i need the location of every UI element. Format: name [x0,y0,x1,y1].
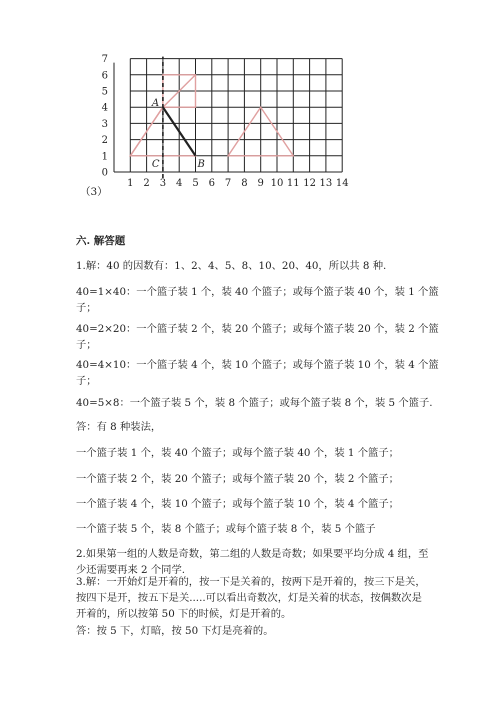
y-tick-labels [102,54,108,178]
y-tick-label: 2 [101,135,108,147]
answer-line: 子； [76,339,97,351]
answer-line: 少还需要再来 2 个同学. [76,564,186,576]
x-tick-label: 5 [192,178,199,189]
answer-line: 按四下是开，按五下是关.....可以看出奇数次，灯是关着的状态，按偶数次是 [76,592,422,604]
answer-line: 子； [76,375,97,387]
y-tick-label: 5 [101,86,108,98]
answer-line: 40=2×20：一个篮子装 2 个，装 20 个篮子；或每个篮子装 20 个，装 2 个篮 [76,323,439,335]
point-b-label: B [197,158,205,170]
y-tick-label: 7 [101,54,108,66]
x-tick-label: 3 [159,178,167,189]
y-tick-label: 4 [101,102,108,114]
answer-line: 2.如果第一组的人数是奇数，第二组的人数是奇数；如果要平均分成 4 组，至 [76,548,429,560]
x-tick-label: 13 [319,178,333,189]
y-tick-label: 3 [101,118,108,130]
answer-line: 一个篮子装 4 个，装 10 个篮子；或每个篮子装 10 个，装 4 个篮子； [76,498,399,510]
answer-line: 一个篮子装 2 个，装 20 个篮子；或每个篮子装 20 个，装 2 个篮子； [76,473,399,485]
y-tick-label: 0 [101,167,108,179]
section-heading: 六. 解答题 [76,235,126,247]
x-tick-label: 10 [270,178,284,189]
x-tick-label: 8 [241,178,248,189]
question-label: （3） [80,186,108,198]
answer-line: 答：按 5 下，灯暗，按 50 下灯是亮着的。 [76,625,274,637]
x-tick-label: 2 [143,178,150,189]
answer-line: 40=1×40：一个篮子装 1 个，装 40 个篮子；或每个篮子装 40 个，装 1 个篮 [76,286,439,298]
point-a-label: A [151,98,160,110]
answer-line: 3.解：一开始灯是开着的，按一下是关着的，按两下是开着的，按三下是关， [76,576,426,588]
answer-line: 子； [76,302,97,314]
x-tick-labels [127,178,348,189]
y-tick-label: 6 [101,70,108,82]
answer-line: 1.解：40 的因数有：1、2、4、5、8、10、20、40，所以共 8 种. [76,260,387,272]
x-tick-label: 1 [127,178,134,189]
answer-line: 40=4×10：一个篮子装 4 个，装 10 个篮子；或每个篮子装 10 个，装 4 个篮 [76,359,439,371]
x-tick-label: 7 [224,178,232,189]
answer-line: 一个篮子装 5 个，装 8 个篮子；或每个篮子装 8 个，装 5 个篮子 [76,523,376,535]
x-tick-label: 14 [335,178,349,189]
x-tick-label: 9 [257,178,264,189]
coordinate-grid-figure [80,54,370,210]
answer-line: 40=5×8：一个篮子装 5 个，装 8 个篮子；或每个篮子装 8 个，装 5 个篮子. [76,397,433,409]
y-tick-label: 1 [101,151,108,163]
x-tick-label: 4 [176,178,183,189]
answer-line: 一个篮子装 1 个，装 40 个篮子；或每个篮子装 40 个，装 1 个篮子； [76,447,399,459]
point-c-label: C [151,158,160,170]
x-tick-label: 12 [303,178,316,189]
point-labels [151,98,205,170]
answer-line: 答：有 8 种装法， [76,421,162,433]
x-tick-label: 11 [286,178,300,189]
answer-line: 开着的，所以按第 50 下的时候，灯是开着的。 [76,608,292,620]
x-tick-label: 6 [208,178,215,189]
